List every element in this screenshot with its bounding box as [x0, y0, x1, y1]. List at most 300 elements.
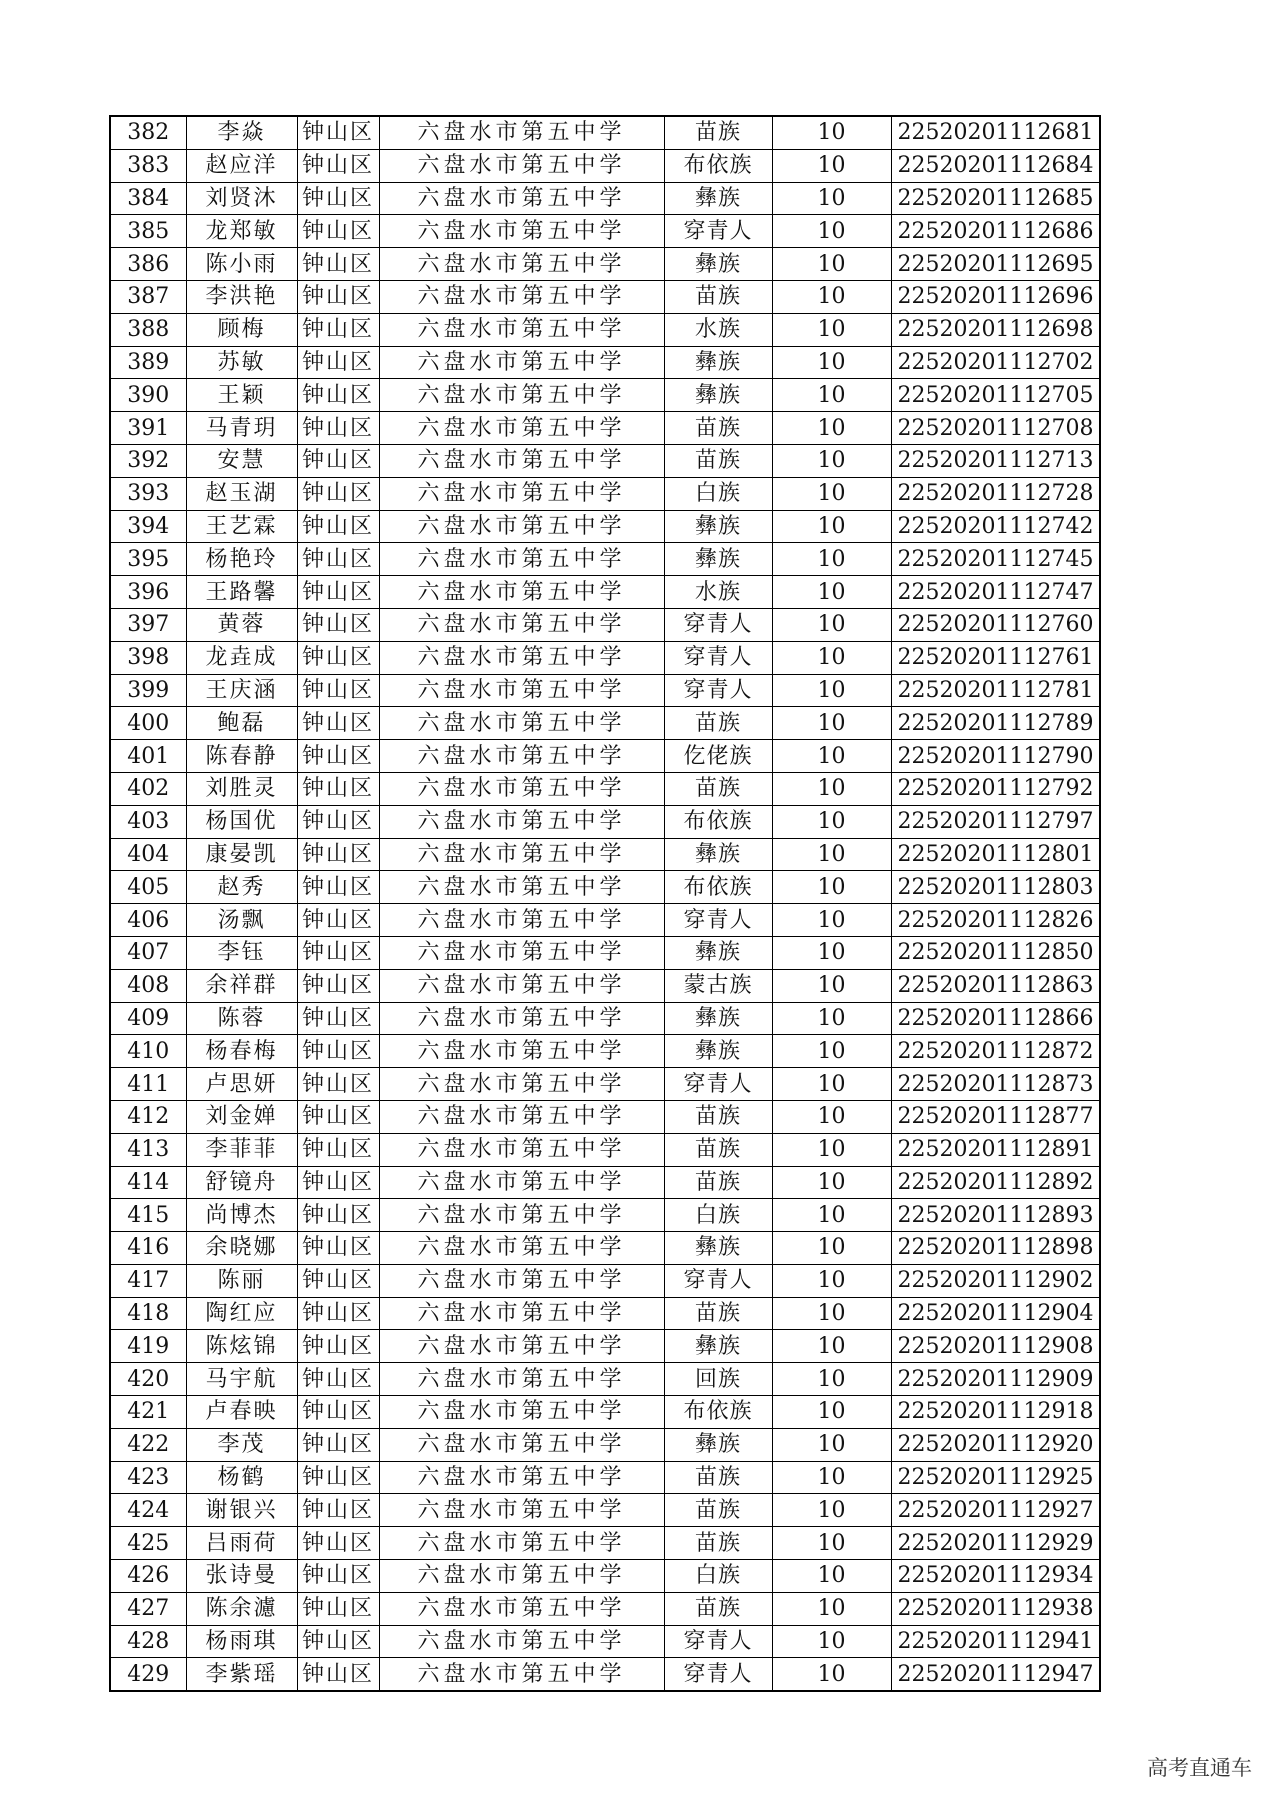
- row-number-cell: 417: [110, 1264, 186, 1297]
- student-name-cell: 龙垚成: [186, 641, 297, 674]
- candidate-id-cell: 22520201112902: [891, 1264, 1100, 1297]
- watermark-text: 高考直通车: [1147, 1756, 1252, 1780]
- candidate-id-cell: 22520201112863: [891, 969, 1100, 1002]
- table-row: [110, 477, 1100, 510]
- table-row: [110, 379, 1100, 412]
- district-cell: 钟山区: [297, 1133, 379, 1166]
- row-number-cell: 422: [110, 1428, 186, 1461]
- student-name-cell: 余祥群: [186, 969, 297, 1002]
- row-number-cell: 408: [110, 969, 186, 1002]
- school-cell: 六盘水市第五中学: [379, 346, 664, 379]
- district-cell: 钟山区: [297, 280, 379, 313]
- table-row: [110, 215, 1100, 248]
- table-row: [110, 1494, 1100, 1527]
- table-row: [110, 838, 1100, 871]
- ethnicity-cell: 穿青人: [664, 608, 772, 641]
- district-cell: 钟山区: [297, 248, 379, 281]
- table-row: [110, 510, 1100, 543]
- table-row: [110, 248, 1100, 281]
- row-number-cell: 394: [110, 510, 186, 543]
- category-cell: 10: [772, 1625, 891, 1658]
- district-cell: 钟山区: [297, 182, 379, 215]
- district-cell: 钟山区: [297, 1166, 379, 1199]
- ethnicity-cell: 苗族: [664, 280, 772, 313]
- school-cell: 六盘水市第五中学: [379, 1330, 664, 1363]
- table-row: [110, 1035, 1100, 1068]
- candidate-id-cell: 22520201112792: [891, 772, 1100, 805]
- school-cell: 六盘水市第五中学: [379, 215, 664, 248]
- row-number-cell: 409: [110, 1002, 186, 1035]
- ethnicity-cell: 布依族: [664, 871, 772, 904]
- row-number-cell: 410: [110, 1035, 186, 1068]
- row-number-cell: 393: [110, 477, 186, 510]
- category-cell: 10: [772, 936, 891, 969]
- candidate-id-cell: 22520201112877: [891, 1100, 1100, 1133]
- category-cell: 10: [772, 149, 891, 182]
- row-number-cell: 429: [110, 1658, 186, 1691]
- category-cell: 10: [772, 707, 891, 740]
- ethnicity-cell: 布依族: [664, 1396, 772, 1429]
- ethnicity-cell: 苗族: [664, 1133, 772, 1166]
- student-name-cell: 卢春映: [186, 1396, 297, 1429]
- student-name-cell: 李茂: [186, 1428, 297, 1461]
- category-cell: 10: [772, 510, 891, 543]
- ethnicity-cell: 苗族: [664, 707, 772, 740]
- table-row: [110, 182, 1100, 215]
- ethnicity-cell: 穿青人: [664, 1625, 772, 1658]
- category-cell: 10: [772, 280, 891, 313]
- candidate-id-cell: 22520201112803: [891, 871, 1100, 904]
- category-cell: 10: [772, 674, 891, 707]
- category-cell: 10: [772, 543, 891, 576]
- table-row: [110, 1330, 1100, 1363]
- school-cell: 六盘水市第五中学: [379, 871, 664, 904]
- row-number-cell: 388: [110, 313, 186, 346]
- row-number-cell: 411: [110, 1068, 186, 1101]
- school-cell: 六盘水市第五中学: [379, 674, 664, 707]
- table-row: [110, 543, 1100, 576]
- student-name-cell: 陈炫锦: [186, 1330, 297, 1363]
- category-cell: 10: [772, 1264, 891, 1297]
- row-number-cell: 428: [110, 1625, 186, 1658]
- ethnicity-cell: 仡佬族: [664, 740, 772, 773]
- school-cell: 六盘水市第五中学: [379, 1035, 664, 1068]
- student-name-cell: 陈余濾: [186, 1592, 297, 1625]
- row-number-cell: 427: [110, 1592, 186, 1625]
- district-cell: 钟山区: [297, 1199, 379, 1232]
- category-cell: 10: [772, 444, 891, 477]
- student-name-cell: 王艺霖: [186, 510, 297, 543]
- student-name-cell: 赵秀: [186, 871, 297, 904]
- student-name-cell: 陈春静: [186, 740, 297, 773]
- ethnicity-cell: 布依族: [664, 805, 772, 838]
- school-cell: 六盘水市第五中学: [379, 1133, 664, 1166]
- candidate-id-cell: 22520201112698: [891, 313, 1100, 346]
- student-name-cell: 李焱: [186, 116, 297, 149]
- ethnicity-cell: 苗族: [664, 1592, 772, 1625]
- category-cell: 10: [772, 379, 891, 412]
- ethnicity-cell: 苗族: [664, 1100, 772, 1133]
- student-name-cell: 刘金婵: [186, 1100, 297, 1133]
- district-cell: 钟山区: [297, 1461, 379, 1494]
- school-cell: 六盘水市第五中学: [379, 182, 664, 215]
- candidate-id-cell: 22520201112909: [891, 1363, 1100, 1396]
- category-cell: 10: [772, 1560, 891, 1593]
- school-cell: 六盘水市第五中学: [379, 149, 664, 182]
- table-row: [110, 116, 1100, 149]
- school-cell: 六盘水市第五中学: [379, 444, 664, 477]
- student-name-cell: 马青玥: [186, 412, 297, 445]
- category-cell: 10: [772, 1527, 891, 1560]
- category-cell: 10: [772, 772, 891, 805]
- student-name-cell: 马宇航: [186, 1363, 297, 1396]
- district-cell: 钟山区: [297, 1232, 379, 1265]
- school-cell: 六盘水市第五中学: [379, 969, 664, 1002]
- student-name-cell: 陈小雨: [186, 248, 297, 281]
- ethnicity-cell: 白族: [664, 477, 772, 510]
- student-name-cell: 杨艳玲: [186, 543, 297, 576]
- candidate-id-cell: 22520201112850: [891, 936, 1100, 969]
- district-cell: 钟山区: [297, 674, 379, 707]
- candidate-id-cell: 22520201112797: [891, 805, 1100, 838]
- row-number-cell: 407: [110, 936, 186, 969]
- ethnicity-cell: 白族: [664, 1199, 772, 1232]
- ethnicity-cell: 苗族: [664, 1297, 772, 1330]
- row-number-cell: 398: [110, 641, 186, 674]
- student-name-cell: 余晓娜: [186, 1232, 297, 1265]
- school-cell: 六盘水市第五中学: [379, 772, 664, 805]
- row-number-cell: 387: [110, 280, 186, 313]
- district-cell: 钟山区: [297, 346, 379, 379]
- ethnicity-cell: 水族: [664, 576, 772, 609]
- candidate-id-cell: 22520201112742: [891, 510, 1100, 543]
- school-cell: 六盘水市第五中学: [379, 1100, 664, 1133]
- table-row: [110, 936, 1100, 969]
- table-row: [110, 1133, 1100, 1166]
- school-cell: 六盘水市第五中学: [379, 248, 664, 281]
- school-cell: 六盘水市第五中学: [379, 1068, 664, 1101]
- candidate-id-cell: 22520201112826: [891, 904, 1100, 937]
- ethnicity-cell: 穿青人: [664, 1264, 772, 1297]
- row-number-cell: 385: [110, 215, 186, 248]
- student-name-cell: 安慧: [186, 444, 297, 477]
- category-cell: 10: [772, 1166, 891, 1199]
- district-cell: 钟山区: [297, 1658, 379, 1691]
- category-cell: 10: [772, 740, 891, 773]
- student-name-cell: 黄蓉: [186, 608, 297, 641]
- row-number-cell: 391: [110, 412, 186, 445]
- row-number-cell: 395: [110, 543, 186, 576]
- student-name-cell: 李钰: [186, 936, 297, 969]
- school-cell: 六盘水市第五中学: [379, 576, 664, 609]
- ethnicity-cell: 苗族: [664, 1527, 772, 1560]
- district-cell: 钟山区: [297, 1035, 379, 1068]
- table-row: [110, 412, 1100, 445]
- school-cell: 六盘水市第五中学: [379, 838, 664, 871]
- row-number-cell: 384: [110, 182, 186, 215]
- ethnicity-cell: 布依族: [664, 149, 772, 182]
- category-cell: 10: [772, 1428, 891, 1461]
- ethnicity-cell: 彝族: [664, 1232, 772, 1265]
- ethnicity-cell: 苗族: [664, 1461, 772, 1494]
- district-cell: 钟山区: [297, 740, 379, 773]
- candidate-id-cell: 22520201112904: [891, 1297, 1100, 1330]
- student-name-cell: 鲍磊: [186, 707, 297, 740]
- row-number-cell: 390: [110, 379, 186, 412]
- table-row: [110, 1199, 1100, 1232]
- candidate-id-cell: 22520201112929: [891, 1527, 1100, 1560]
- district-cell: 钟山区: [297, 510, 379, 543]
- row-number-cell: 392: [110, 444, 186, 477]
- candidate-id-cell: 22520201112713: [891, 444, 1100, 477]
- district-cell: 钟山区: [297, 1330, 379, 1363]
- row-number-cell: 406: [110, 904, 186, 937]
- student-name-cell: 赵应洋: [186, 149, 297, 182]
- row-number-cell: 424: [110, 1494, 186, 1527]
- table-row: [110, 1428, 1100, 1461]
- category-cell: 10: [772, 1035, 891, 1068]
- table-row: [110, 444, 1100, 477]
- district-cell: 钟山区: [297, 772, 379, 805]
- student-name-cell: 杨国优: [186, 805, 297, 838]
- category-cell: 10: [772, 1363, 891, 1396]
- candidate-id-cell: 22520201112908: [891, 1330, 1100, 1363]
- ethnicity-cell: 彝族: [664, 379, 772, 412]
- category-cell: 10: [772, 1494, 891, 1527]
- category-cell: 10: [772, 248, 891, 281]
- ethnicity-cell: 穿青人: [664, 904, 772, 937]
- district-cell: 钟山区: [297, 1396, 379, 1429]
- student-name-cell: 杨春梅: [186, 1035, 297, 1068]
- district-cell: 钟山区: [297, 1592, 379, 1625]
- ethnicity-cell: 苗族: [664, 412, 772, 445]
- district-cell: 钟山区: [297, 576, 379, 609]
- table-body: [110, 116, 1100, 1691]
- table-row: [110, 576, 1100, 609]
- category-cell: 10: [772, 1330, 891, 1363]
- student-name-cell: 龙郑敏: [186, 215, 297, 248]
- ethnicity-cell: 彝族: [664, 1330, 772, 1363]
- district-cell: 钟山区: [297, 608, 379, 641]
- category-cell: 10: [772, 1100, 891, 1133]
- candidate-id-cell: 22520201112918: [891, 1396, 1100, 1429]
- student-name-cell: 舒镜舟: [186, 1166, 297, 1199]
- candidate-id-cell: 22520201112684: [891, 149, 1100, 182]
- category-cell: 10: [772, 1592, 891, 1625]
- row-number-cell: 425: [110, 1527, 186, 1560]
- ethnicity-cell: 苗族: [664, 444, 772, 477]
- row-number-cell: 419: [110, 1330, 186, 1363]
- table-row: [110, 313, 1100, 346]
- row-number-cell: 426: [110, 1560, 186, 1593]
- row-number-cell: 418: [110, 1297, 186, 1330]
- district-cell: 钟山区: [297, 1068, 379, 1101]
- student-name-cell: 杨雨琪: [186, 1625, 297, 1658]
- ethnicity-cell: 回族: [664, 1363, 772, 1396]
- district-cell: 钟山区: [297, 1297, 379, 1330]
- candidate-id-cell: 22520201112801: [891, 838, 1100, 871]
- table-row: [110, 1592, 1100, 1625]
- district-cell: 钟山区: [297, 1625, 379, 1658]
- district-cell: 钟山区: [297, 313, 379, 346]
- district-cell: 钟山区: [297, 805, 379, 838]
- school-cell: 六盘水市第五中学: [379, 1428, 664, 1461]
- district-cell: 钟山区: [297, 379, 379, 412]
- category-cell: 10: [772, 215, 891, 248]
- candidate-id-cell: 22520201112920: [891, 1428, 1100, 1461]
- school-cell: 六盘水市第五中学: [379, 608, 664, 641]
- school-cell: 六盘水市第五中学: [379, 1560, 664, 1593]
- school-cell: 六盘水市第五中学: [379, 313, 664, 346]
- candidate-id-cell: 22520201112891: [891, 1133, 1100, 1166]
- school-cell: 六盘水市第五中学: [379, 1396, 664, 1429]
- ethnicity-cell: 苗族: [664, 1494, 772, 1527]
- category-cell: 10: [772, 313, 891, 346]
- school-cell: 六盘水市第五中学: [379, 707, 664, 740]
- student-name-cell: 杨鹤: [186, 1461, 297, 1494]
- table-row: [110, 346, 1100, 379]
- school-cell: 六盘水市第五中学: [379, 805, 664, 838]
- district-cell: 钟山区: [297, 904, 379, 937]
- school-cell: 六盘水市第五中学: [379, 1363, 664, 1396]
- category-cell: 10: [772, 1461, 891, 1494]
- row-number-cell: 423: [110, 1461, 186, 1494]
- candidate-id-cell: 22520201112934: [891, 1560, 1100, 1593]
- school-cell: 六盘水市第五中学: [379, 1297, 664, 1330]
- category-cell: 10: [772, 1068, 891, 1101]
- student-name-cell: 李洪艳: [186, 280, 297, 313]
- category-cell: 10: [772, 805, 891, 838]
- candidate-id-cell: 22520201112708: [891, 412, 1100, 445]
- table-row: [110, 1527, 1100, 1560]
- school-cell: 六盘水市第五中学: [379, 1002, 664, 1035]
- ethnicity-cell: 苗族: [664, 116, 772, 149]
- district-cell: 钟山区: [297, 412, 379, 445]
- student-name-cell: 王路馨: [186, 576, 297, 609]
- table-row: [110, 1166, 1100, 1199]
- row-number-cell: 412: [110, 1100, 186, 1133]
- candidate-id-cell: 22520201112927: [891, 1494, 1100, 1527]
- row-number-cell: 396: [110, 576, 186, 609]
- ethnicity-cell: 彝族: [664, 346, 772, 379]
- ethnicity-cell: 穿青人: [664, 641, 772, 674]
- candidate-id-cell: 22520201112898: [891, 1232, 1100, 1265]
- ethnicity-cell: 苗族: [664, 1166, 772, 1199]
- ethnicity-cell: 穿青人: [664, 674, 772, 707]
- school-cell: 六盘水市第五中学: [379, 1658, 664, 1691]
- candidate-id-cell: 22520201112728: [891, 477, 1100, 510]
- ethnicity-cell: 彝族: [664, 510, 772, 543]
- student-name-cell: 汤飘: [186, 904, 297, 937]
- category-cell: 10: [772, 871, 891, 904]
- table-row: [110, 1461, 1100, 1494]
- table-row: [110, 969, 1100, 1002]
- school-cell: 六盘水市第五中学: [379, 1494, 664, 1527]
- row-number-cell: 414: [110, 1166, 186, 1199]
- ethnicity-cell: 穿青人: [664, 215, 772, 248]
- school-cell: 六盘水市第五中学: [379, 641, 664, 674]
- category-cell: 10: [772, 576, 891, 609]
- student-name-cell: 苏敏: [186, 346, 297, 379]
- school-cell: 六盘水市第五中学: [379, 1527, 664, 1560]
- district-cell: 钟山区: [297, 116, 379, 149]
- table-row: [110, 904, 1100, 937]
- school-cell: 六盘水市第五中学: [379, 904, 664, 937]
- school-cell: 六盘水市第五中学: [379, 280, 664, 313]
- candidate-id-cell: 22520201112702: [891, 346, 1100, 379]
- ethnicity-cell: 彝族: [664, 838, 772, 871]
- ethnicity-cell: 苗族: [664, 772, 772, 805]
- row-number-cell: 404: [110, 838, 186, 871]
- candidate-id-cell: 22520201112872: [891, 1035, 1100, 1068]
- district-cell: 钟山区: [297, 543, 379, 576]
- row-number-cell: 413: [110, 1133, 186, 1166]
- row-number-cell: 416: [110, 1232, 186, 1265]
- category-cell: 10: [772, 608, 891, 641]
- row-number-cell: 400: [110, 707, 186, 740]
- district-cell: 钟山区: [297, 1002, 379, 1035]
- table-row: [110, 149, 1100, 182]
- district-cell: 钟山区: [297, 1560, 379, 1593]
- district-cell: 钟山区: [297, 1264, 379, 1297]
- student-name-cell: 尚博杰: [186, 1199, 297, 1232]
- category-cell: 10: [772, 182, 891, 215]
- table-row: [110, 805, 1100, 838]
- district-cell: 钟山区: [297, 641, 379, 674]
- school-cell: 六盘水市第五中学: [379, 740, 664, 773]
- row-number-cell: 382: [110, 116, 186, 149]
- row-number-cell: 405: [110, 871, 186, 904]
- candidate-id-cell: 22520201112695: [891, 248, 1100, 281]
- candidate-id-cell: 22520201112925: [891, 1461, 1100, 1494]
- ethnicity-cell: 彝族: [664, 543, 772, 576]
- table-row: [110, 740, 1100, 773]
- school-cell: 六盘水市第五中学: [379, 510, 664, 543]
- student-name-cell: 张诗曼: [186, 1560, 297, 1593]
- table-row: [110, 1068, 1100, 1101]
- row-number-cell: 383: [110, 149, 186, 182]
- candidate-id-cell: 22520201112781: [891, 674, 1100, 707]
- school-cell: 六盘水市第五中学: [379, 936, 664, 969]
- district-cell: 钟山区: [297, 215, 379, 248]
- ethnicity-cell: 彝族: [664, 1002, 772, 1035]
- row-number-cell: 420: [110, 1363, 186, 1396]
- student-name-cell: 卢思妍: [186, 1068, 297, 1101]
- row-number-cell: 386: [110, 248, 186, 281]
- table-row: [110, 772, 1100, 805]
- table-row: [110, 641, 1100, 674]
- table-row: [110, 674, 1100, 707]
- candidate-id-cell: 22520201112686: [891, 215, 1100, 248]
- school-cell: 六盘水市第五中学: [379, 477, 664, 510]
- ethnicity-cell: 白族: [664, 1560, 772, 1593]
- candidate-id-cell: 22520201112705: [891, 379, 1100, 412]
- category-cell: 10: [772, 1199, 891, 1232]
- ethnicity-cell: 水族: [664, 313, 772, 346]
- district-cell: 钟山区: [297, 871, 379, 904]
- ethnicity-cell: 彝族: [664, 1428, 772, 1461]
- candidate-id-cell: 22520201112790: [891, 740, 1100, 773]
- ethnicity-cell: 穿青人: [664, 1658, 772, 1691]
- student-name-cell: 李紫瑶: [186, 1658, 297, 1691]
- category-cell: 10: [772, 1133, 891, 1166]
- category-cell: 10: [772, 1658, 891, 1691]
- candidate-id-cell: 22520201112941: [891, 1625, 1100, 1658]
- district-cell: 钟山区: [297, 444, 379, 477]
- category-cell: 10: [772, 838, 891, 871]
- table-row: [110, 280, 1100, 313]
- student-name-cell: 李菲菲: [186, 1133, 297, 1166]
